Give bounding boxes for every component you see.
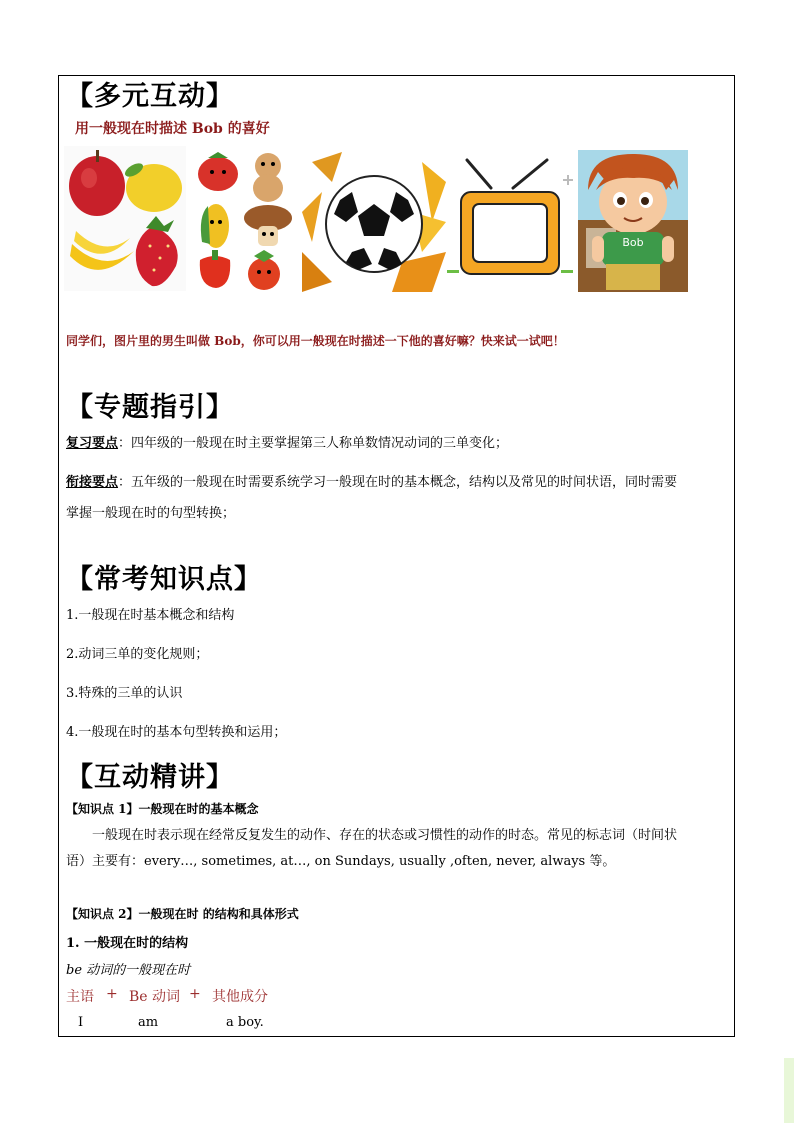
example-subject: I — [78, 1015, 84, 1030]
section-subtitle: 用一般现在时描述 Bob 的喜好 — [75, 121, 270, 137]
formula-other: 其他成分 — [212, 989, 268, 1005]
formula-plus-2: + — [189, 986, 201, 1002]
knowledge-point-1-title: 【知识点 1】一般现在时的基本概念 — [66, 802, 259, 816]
kp1-line-2: 语）主要有：every…, sometimes, at…, on Sundays, usually ,often, never, always 等。 — [66, 854, 616, 869]
review-point — [66, 434, 508, 454]
formula-be-verb: Be 动词 — [129, 989, 181, 1005]
tv-icon — [447, 152, 573, 292]
structure-heading: 1. 一般现在时的结构 — [66, 936, 189, 951]
link-point — [66, 473, 677, 493]
knowledge-point-2-title: 【知识点 2】一般现在时 的结构和具体形式 — [66, 907, 299, 921]
bob-shirt-label: Bob — [622, 236, 644, 249]
knowledge-item-4: 4.一般现在时的基本句型转换和运用； — [66, 725, 287, 740]
section-title-lecture: 【互动精讲】 — [66, 762, 234, 793]
formula-subject: 主语 — [66, 989, 94, 1005]
example-other: a boy. — [226, 1015, 264, 1030]
section-prompt: 同学们，图片里的男生叫做 Bob，你可以用一般现在时描述一下他的喜好嘛？快来试一试吧！ — [66, 334, 565, 348]
page-edge-marker — [784, 1058, 794, 1123]
section-title-guide: 【专题指引】 — [66, 392, 234, 423]
fruit-image — [64, 146, 186, 291]
bob-image — [578, 150, 688, 292]
formula-plus-1: + — [106, 986, 118, 1002]
link-text-1: ：五年级的一般现在时需要系统学习一般现在时的基本概念，结构以及常见的时间状语，同时需要 — [118, 475, 678, 490]
kp1-line-1: 一般现在时表示现在经常反复发生的动作、存在的状态或习惯性的动作的时态。常见的标志词（时间状 — [92, 828, 678, 843]
football-image — [302, 152, 446, 292]
link-text-2: 掌握一般现在时的句型转换； — [66, 506, 236, 521]
review-label: 复习要点 — [66, 436, 119, 451]
section-title-knowledge: 【常考知识点】 — [66, 564, 262, 595]
link-label: 衔接要点 — [66, 475, 119, 490]
knowledge-item-2: 2.动词三单的变化规则； — [66, 647, 209, 662]
knowledge-item-3: 3.特殊的三单的认识 — [66, 686, 183, 701]
knowledge-item-1: 1.一般现在时基本概念和结构 — [66, 608, 235, 623]
vegetables-image — [188, 146, 300, 291]
example-verb: am — [138, 1015, 159, 1030]
review-text: ：四年级的一般现在时主要掌握第三人称单数情况动词的三单变化； — [118, 436, 509, 451]
section-title-interaction: 【多元互动】 — [66, 81, 234, 112]
be-verb-label: be 动词的一般现在时 — [66, 963, 191, 978]
